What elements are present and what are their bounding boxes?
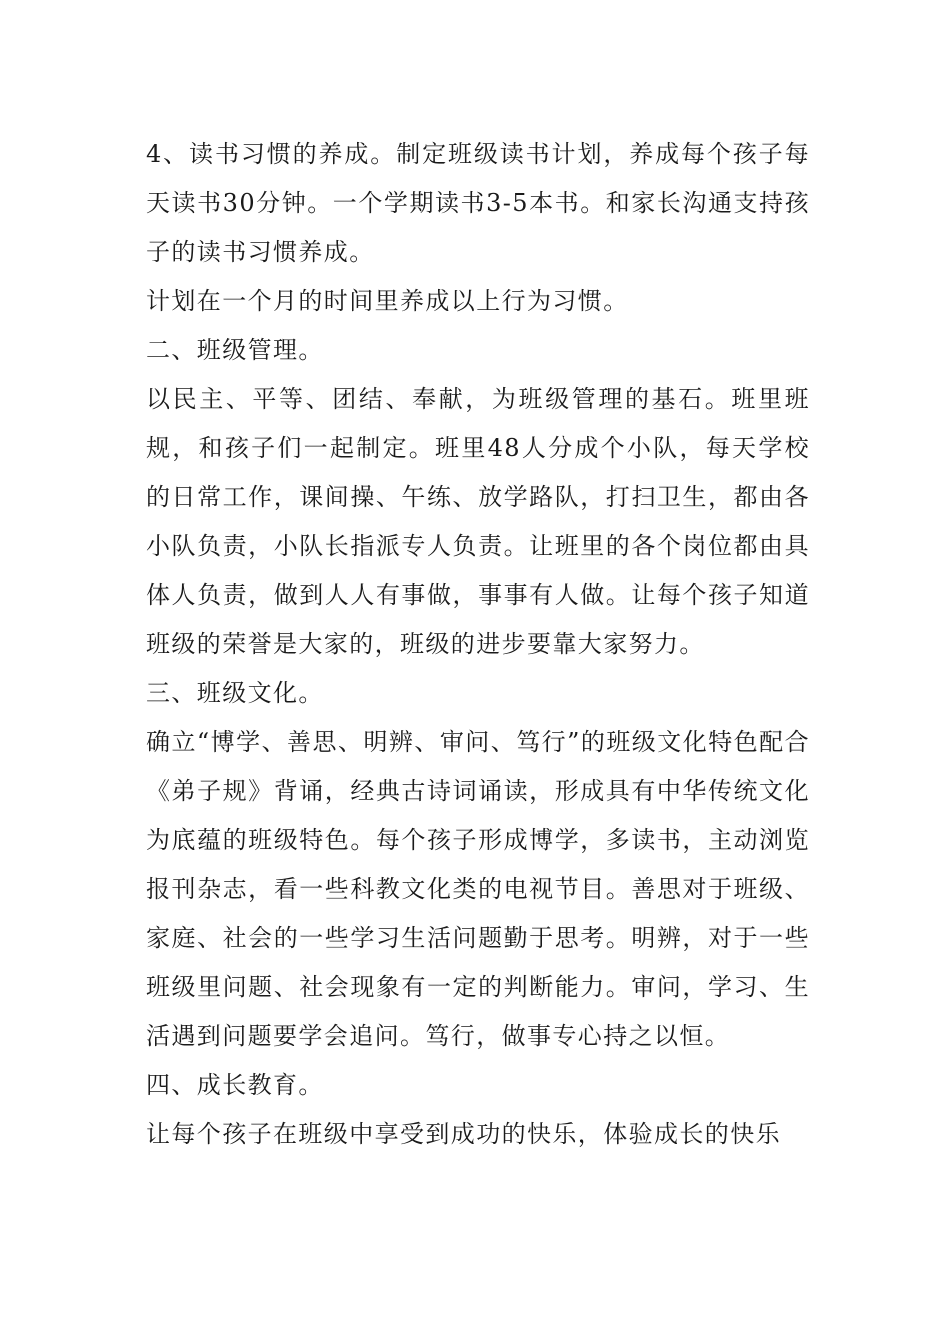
document-body xyxy=(146,130,810,1159)
paragraph-class-management: 以民主、平等、团结、奉献，为班级管理的基石。班里班规，和孩子们一起制定。班里48人分成个小队，每天学校的日常工作，课间操、午练、放学路队，打扫卫生，都由各小队负责，小队长指派专人负责。让班里的各个岗位都由具体人负责，做到人人有事做，事事有人做。让每个孩子知道班级的荣誉是大家的，班级的进步要靠大家努力。 xyxy=(146,385,810,658)
heading-growth-education: 四、成长教育。 xyxy=(146,1071,324,1099)
paragraph-plan-month: 计划在一个月的时间里养成以上行为习惯。 xyxy=(146,287,629,315)
paragraph-growth-education: 让每个孩子在班级中享受到成功的快乐，体验成长的快乐 xyxy=(146,1120,781,1148)
paragraph-reading-habit: 4、读书习惯的养成。制定班级读书计划，养成每个孩子每天读书30分钟。一个学期读书3-5本书。和家长沟通支持孩子的读书习惯养成。 xyxy=(146,140,810,266)
heading-class-management: 二、班级管理。 xyxy=(146,336,324,364)
paragraph-class-culture: 确立“博学、善思、明辨、审问、笃行”的班级文化特色配合《弟子规》背诵，经典古诗词诵读，形成具有中华传统文化为底蕴的班级特色。每个孩子形成博学，多读书，主动浏览报刊杂志，看一些科教文化类的电视节目。善思对于班级、家庭、社会的一些学习生活问题勤于思考。明辨，对于一些班级里问题、社会现象有一定的判断能力。审问，学习、生活遇到问题要学会追问。笃行，做事专心持之以恒。 xyxy=(146,728,810,1050)
heading-class-culture: 三、班级文化。 xyxy=(146,679,324,707)
